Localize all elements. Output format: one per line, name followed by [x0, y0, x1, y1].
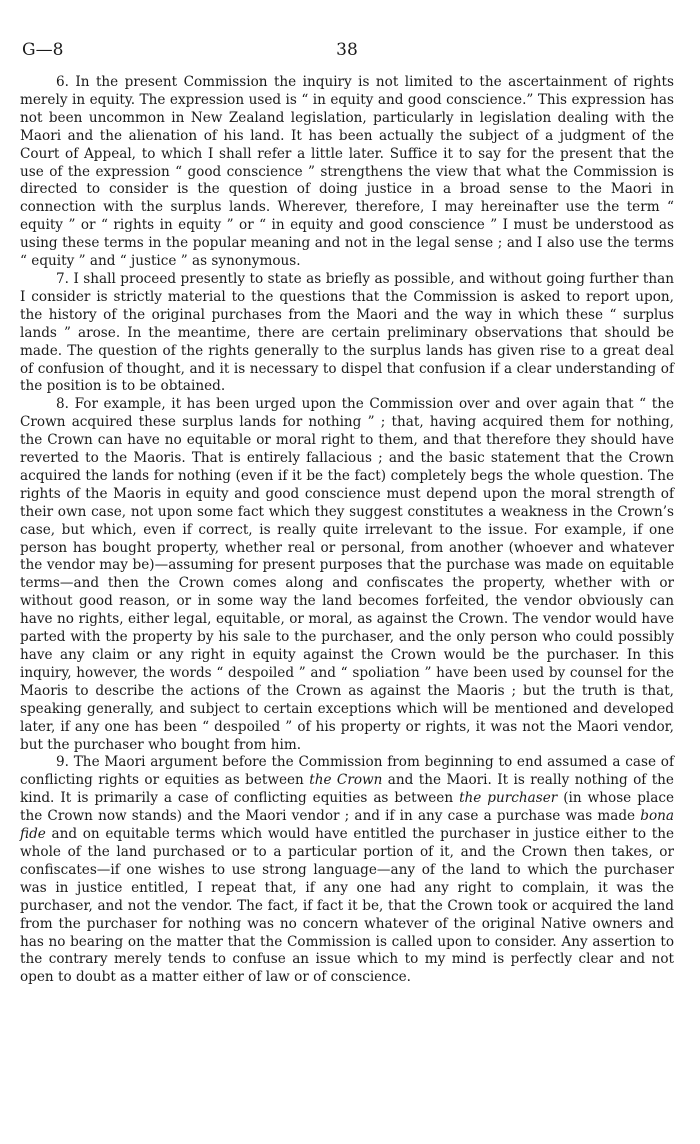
emphasis-the-crown: the Crown	[309, 772, 383, 789]
page-header	[20, 40, 674, 68]
body-text	[20, 74, 674, 987]
emphasis-the-purchaser: the purchaser	[459, 790, 558, 807]
paragraph-9-text: and the Maori. It is really nothing of the kind. It is primarily a case of conflicting equities as between	[20, 772, 674, 807]
paragraph-9-text: and on equitable terms which would have entitled the purchaser in justice either to the whole of the land purchased or to a particular portion of it, and the Crown then takes, or confiscates—if one wishes to use strong language—any of the land to which the purchaser was in justice entitled, I repeat that, if any one had any right to complain, it was the purchaser, and not the vendor. The fact, if fact it be, that the Crown took or acquired the land from the purchaser for nothing was no concern whatever of the original Native owners and has no bearing on the matter that the Commission is called upon to consider. Any assertion to the contrary merely tends to confuse an issue which to my mind is perfectly clear and not open to doubt as a matter either of law or of conscience.	[20, 826, 674, 986]
document-reference: G—8	[22, 40, 64, 60]
paragraph-9-text: (in whose place the Crown now stands) and the Maori vendor ; and if in any case a purchase was made	[20, 790, 675, 825]
paragraph-9-text: 9. The Maori argument before the Commission from beginning to end assumed a case of conflicting rights or equities as between	[20, 754, 674, 789]
paragraph-7: 7. I shall proceed presently to state as briefly as possible, and without going further than I consider is strictly material to the questions that the Commission is asked to report upon, the history of the original purchases from the Maori and the way in which these “ surplus lands ” arose. In the meantime, there are certain preliminary observations that should be made. The question of the rights generally to the surplus lands has given rise to a great deal of confusion of thought, and it is necessary to dispel that confusion if a clear understanding of the position is to be obtained.	[20, 270, 674, 395]
paragraph-9	[20, 754, 674, 987]
paragraph-6: 6. In the present Commission the inquiry is not limited to the ascertainment of rights merely in equity. The expression used is “ in equity and good conscience.” This expression has not been uncommon in New Zealand legislation, particularly in legislation dealing with the Maori and the alienation of his land. It has been actually the subject of a judgment of the Court of Appeal, to which I shall refer a little later. Suffice it to say for the present that the use of the expression “ good conscience ” strengthens the view that what the Commission is directed to consider is the question of doing justice in a broad sense to the Maori in connection with the surplus lands. Wherever, therefore, I may hereinafter use the term “ equity ” or “ rights in equity ” or “ in equity and good conscience ” I must be understood as using these terms in the popular meaning and not in the legal sense ; and I also use the terms “ equity ” and “ justice ” as synonymous.	[20, 74, 674, 270]
emphasis-bona-fide: bona fide	[20, 808, 674, 843]
page-number: 38	[336, 40, 358, 60]
paragraph-8: 8. For example, it has been urged upon the Commission over and over again that “ the Crown acquired these surplus lands for nothing ” ; that, having acquired them for nothing, the Crown can have no equitable or moral right to them, and that therefore they should have reverted to the Maoris. That is entirely fallacious ; and the basic statement that the Crown acquired the lands for nothing (even if it be the fact) completely begs the whole question. The rights of the Maoris in equity and good conscience must depend upon the moral strength of their own case, not upon some fact which they suggest constitutes a weakness in the Crown’s case, but which, even if correct, is really quite irrelevant to the issue. For example, if one person has bought property, whether real or personal, from another (whoever and whatever the vendor may be)—assuming for present purposes that the purchase was made on equitable terms—and then the Crown comes along and confiscates the property, whether with or without good reason, or in some way the land becomes forfeited, the vendor obviously can have no rights, either legal, equitable, or moral, as against the Crown. The vendor would have parted with the property by his sale to the purchaser, and the only person who could possibly have any claim or any right in equity against the Crown would be the purchaser. In this inquiry, however, the words “ despoiled ” and “ spoliation ” have been used by counsel for the Maoris to describe the actions of the Crown as against the Maoris ; but the truth is that, speaking generally, and subject to certain exceptions which will be mentioned and developed later, if any one has been “ despoiled ” of his property or rights, it was not the Maori vendor, but the purchaser who bought from him.	[20, 396, 674, 753]
